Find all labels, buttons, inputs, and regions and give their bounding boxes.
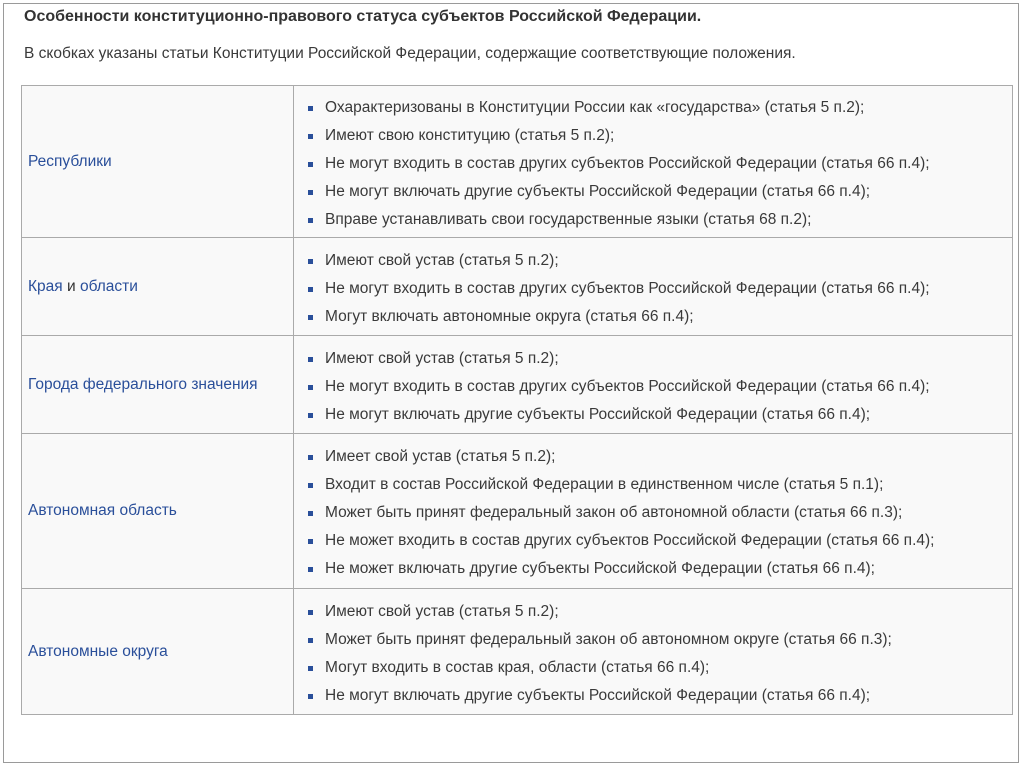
feature-item <box>306 471 1012 499</box>
bullet-icon <box>308 455 313 460</box>
feature-item <box>306 443 1012 471</box>
feature-text: Может быть принят федеральный закон об автономном округе (статья 66 п.3); <box>325 630 892 648</box>
features-list <box>294 598 1012 710</box>
subject-link-republics[interactable]: Республики <box>28 152 112 170</box>
feature-text: Вправе устанавливать свои государственные языки (статья 68 п.2); <box>325 210 812 228</box>
feature-item <box>306 499 1012 527</box>
feature-text: Имеют свой устав (статья 5 п.2); <box>325 349 559 367</box>
features-list <box>294 443 1012 583</box>
subject-link-krai[interactable]: Края <box>28 277 63 295</box>
features-cell <box>294 589 1013 715</box>
features-cell <box>294 86 1013 238</box>
feature-item <box>306 345 1012 373</box>
feature-item <box>306 303 1012 331</box>
feature-item <box>306 247 1012 275</box>
feature-text: Не могут входить в состав других субъектов Российской Федерации (статья 66 п.4); <box>325 377 930 395</box>
subject-cell <box>22 336 294 434</box>
page-title: Особенности конституционно-правового статуса субъектов Российской Федерации. <box>24 8 702 25</box>
feature-text: Не может включать другие субъекты Российской Федерации (статья 66 п.4); <box>325 560 875 577</box>
subject-cell <box>22 589 294 715</box>
bullet-icon <box>308 694 313 699</box>
feature-text: Имеет свой устав (статья 5 п.2); <box>325 448 556 465</box>
bullet-icon <box>308 638 313 643</box>
feature-item <box>306 682 1012 710</box>
subject-link-oblasti[interactable]: области <box>79 277 138 295</box>
bullet-icon <box>308 259 313 264</box>
subject-link-autonomous-okruga[interactable]: Автономные округа <box>28 642 168 660</box>
feature-text: Имеют свой устав (статья 5 п.2); <box>325 602 559 620</box>
feature-text: Может быть принят федеральный закон об автономной области (статья 66 п.3); <box>325 504 903 521</box>
feature-item <box>306 178 1012 206</box>
subject-joiner: и <box>62 277 80 295</box>
feature-item <box>306 654 1012 682</box>
bullet-icon <box>308 610 313 615</box>
bullet-icon <box>308 511 313 516</box>
feature-text: Могут включать автономные округа (статья 66 п.4); <box>325 307 694 325</box>
feature-item <box>306 527 1012 555</box>
subject-cell <box>22 434 294 589</box>
features-cell <box>294 238 1013 336</box>
bullet-icon <box>308 134 313 139</box>
bullet-icon <box>308 539 313 544</box>
feature-text: Охарактеризованы в Конституции России как «государства» (статья 5 п.2); <box>325 98 865 116</box>
feature-text: Не могут входить в состав других субъектов Российской Федерации (статья 66 п.4); <box>325 154 930 172</box>
table-row-krai-oblasti <box>22 238 1013 336</box>
feature-text: Не может входить в состав других субъектов Российской Федерации (статья 66 п.4); <box>325 532 935 549</box>
subject-cell <box>22 238 294 336</box>
bullet-icon <box>308 315 313 320</box>
feature-text: Могут входить в состав края, области (статья 66 п.4); <box>325 658 710 676</box>
table-row-autonomous-okruga <box>22 589 1013 715</box>
features-list <box>294 345 1012 429</box>
features-cell <box>294 434 1013 589</box>
table-row-federal-cities <box>22 336 1013 434</box>
table-row-republics <box>22 86 1013 238</box>
features-list <box>294 247 1012 331</box>
feature-item <box>306 94 1012 122</box>
bullet-icon <box>308 357 313 362</box>
bullet-icon <box>308 385 313 390</box>
features-cell <box>294 336 1013 434</box>
feature-item <box>306 206 1012 234</box>
table-row-autonomous-oblast <box>22 434 1013 589</box>
feature-item <box>306 626 1012 654</box>
feature-text: Входит в состав Российской Федерации в единственном числе (статья 5 п.1); <box>325 476 884 493</box>
feature-item <box>306 598 1012 626</box>
features-list <box>294 94 1012 234</box>
subjects-status-table <box>21 85 1013 715</box>
bullet-icon <box>308 413 313 418</box>
intro-text: В скобках указаны статьи Конституции Российской Федерации, содержащие соответствующие положения. <box>24 45 796 62</box>
feature-text: Имеют свою конституцию (статья 5 п.2); <box>325 126 615 144</box>
bullet-icon <box>308 106 313 111</box>
feature-text: Не могут включать другие субъекты Российской Федерации (статья 66 п.4); <box>325 686 871 704</box>
subject-link-autonomous-oblast[interactable]: Автономная область <box>28 502 177 519</box>
feature-item <box>306 122 1012 150</box>
bullet-icon <box>308 218 313 223</box>
feature-text: Не могут входить в состав других субъектов Российской Федерации (статья 66 п.4); <box>325 279 930 297</box>
feature-text: Имеют свой устав (статья 5 п.2); <box>325 251 559 269</box>
bullet-icon <box>308 483 313 488</box>
feature-item <box>306 150 1012 178</box>
subject-cell <box>22 86 294 238</box>
feature-item <box>306 401 1012 429</box>
feature-item <box>306 373 1012 401</box>
subject-link-federal-cities[interactable]: Города федерального значения <box>28 375 258 393</box>
feature-text: Не могут включать другие субъекты Российской Федерации (статья 66 п.4); <box>325 405 871 423</box>
bullet-icon <box>308 567 313 572</box>
feature-item <box>306 275 1012 303</box>
feature-item <box>306 555 1012 583</box>
bullet-icon <box>308 162 313 167</box>
bullet-icon <box>308 190 313 195</box>
bullet-icon <box>308 666 313 671</box>
feature-text: Не могут включать другие субъекты Российской Федерации (статья 66 п.4); <box>325 182 871 200</box>
bullet-icon <box>308 287 313 292</box>
